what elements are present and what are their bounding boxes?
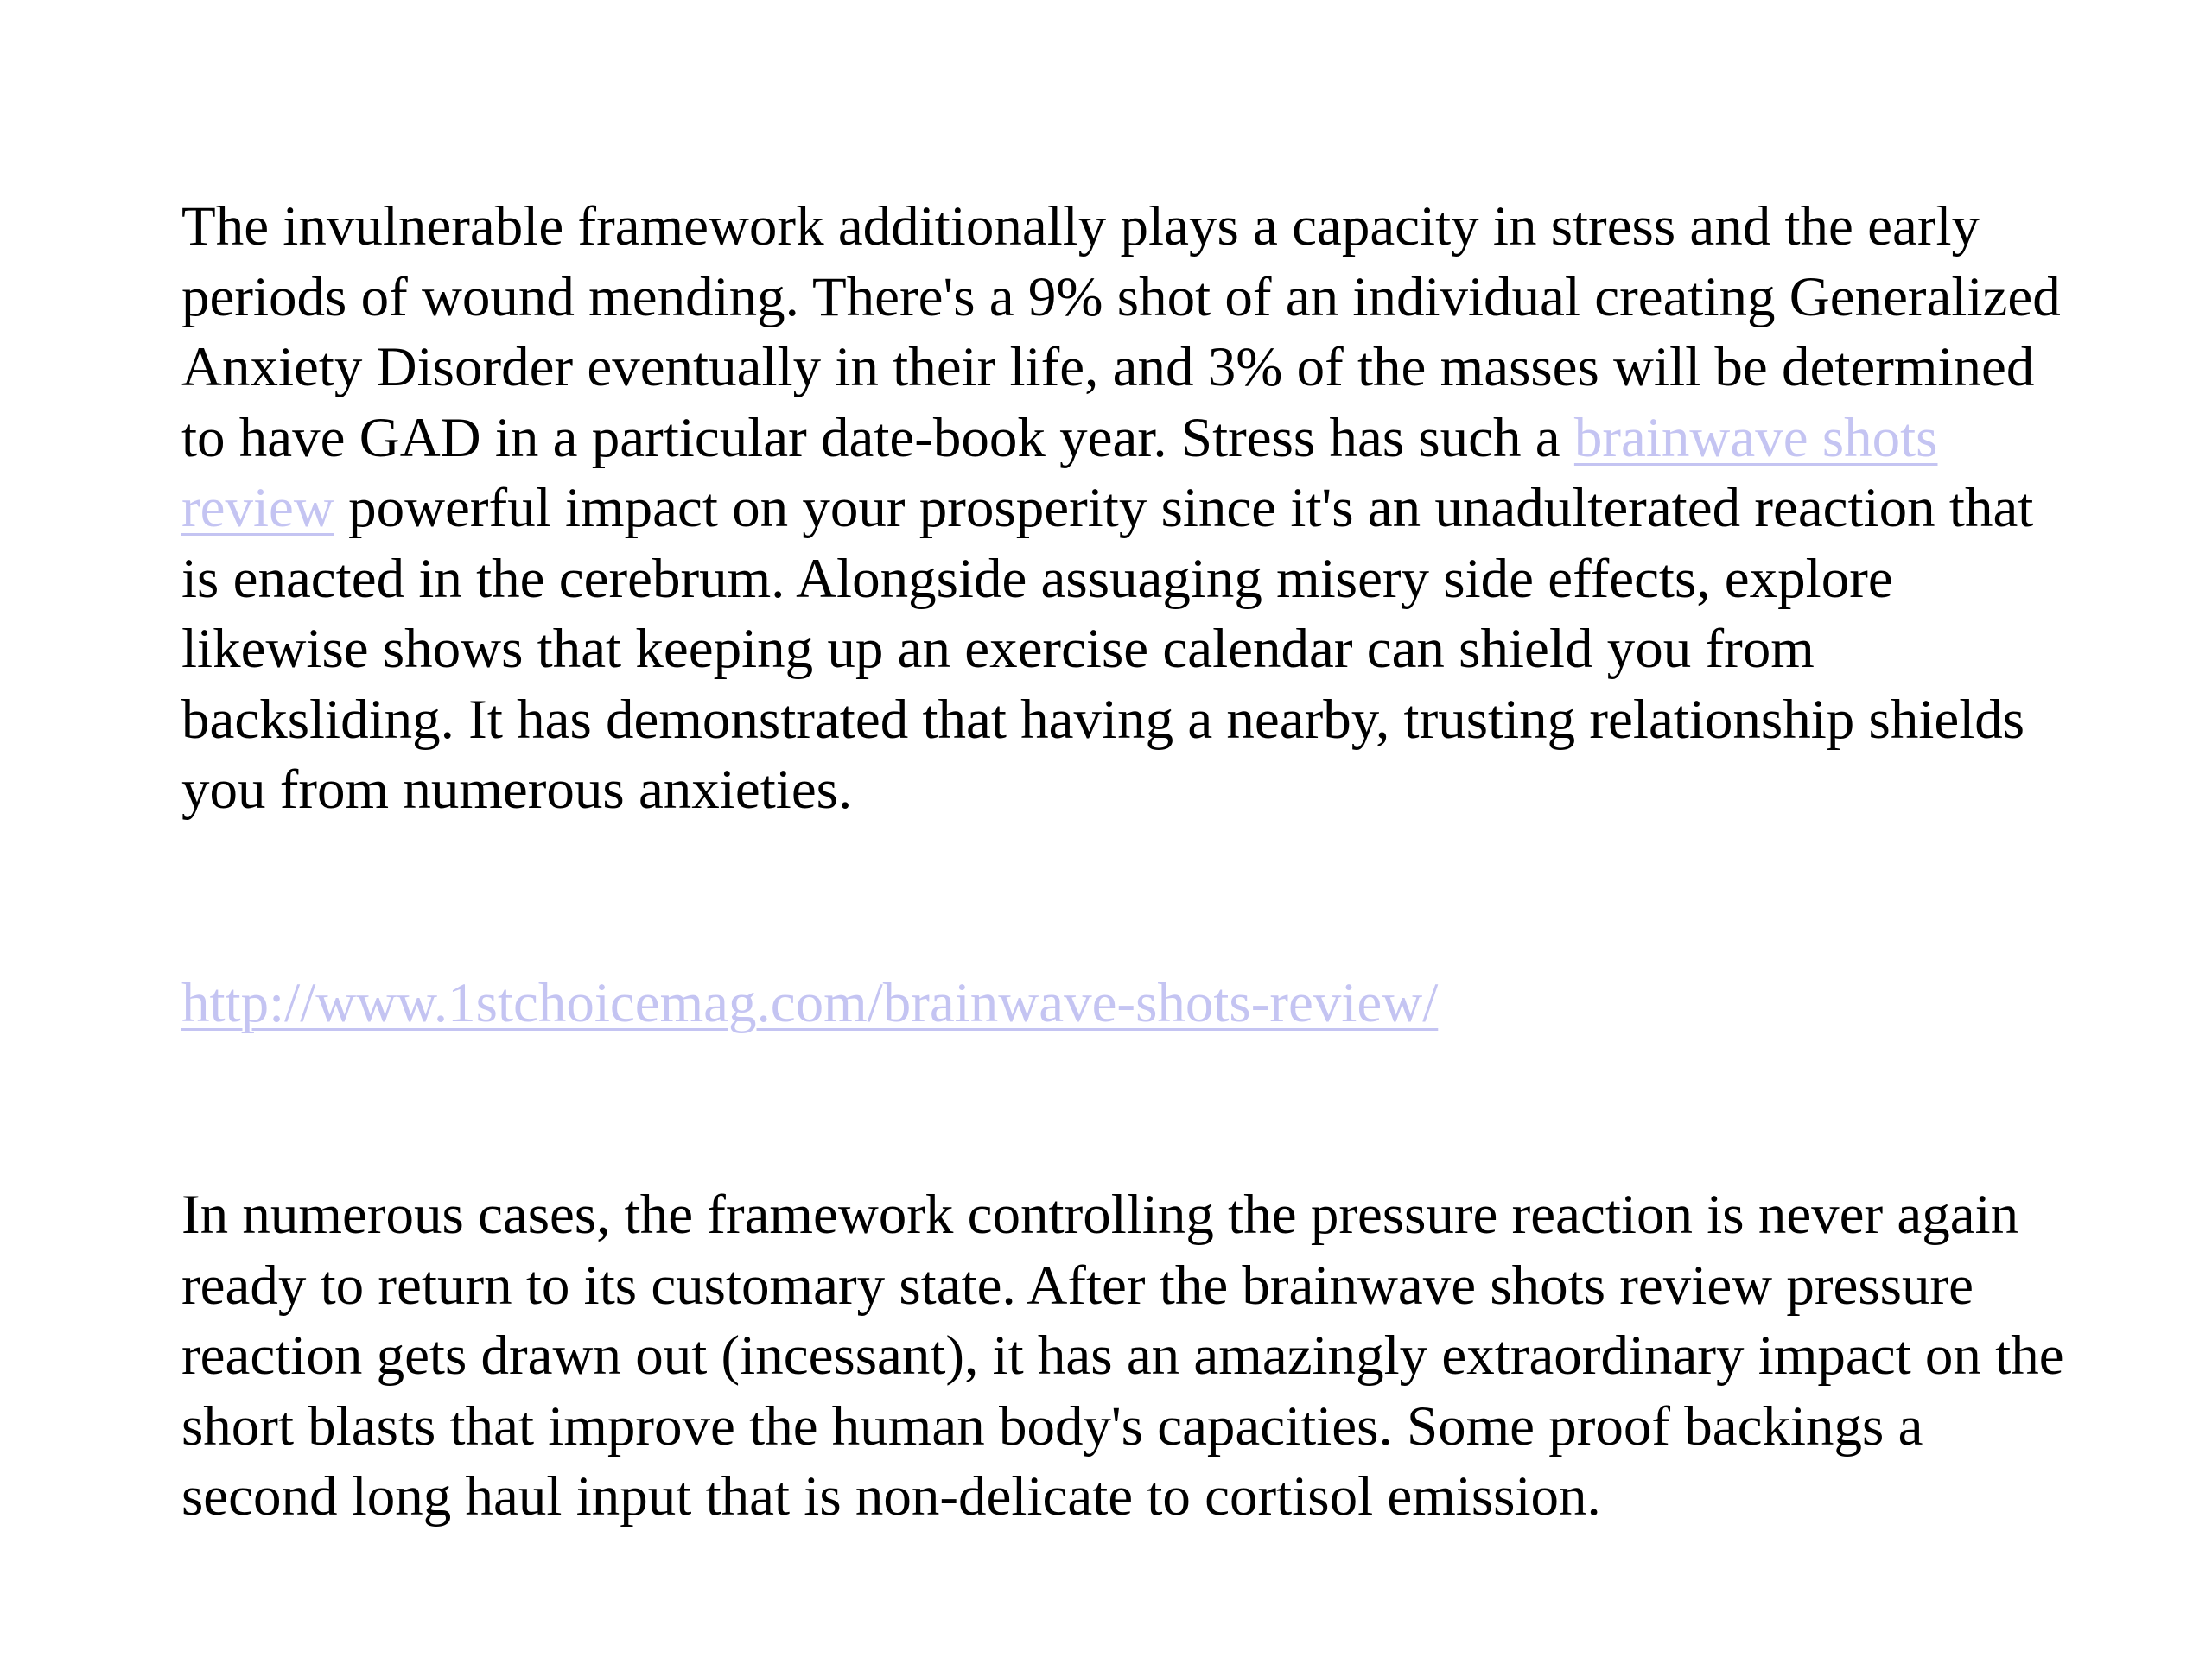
paragraph-stress-immune — [181, 192, 2082, 826]
article-url-link[interactable]: http://www.1stchoicemag.com/brainwave-shots-review/ — [181, 972, 1439, 1034]
brainwave-shots-review-link[interactable]: brainwave shots review — [181, 406, 1938, 539]
url-paragraph — [181, 969, 1438, 1039]
paragraph-1-text-before-link: The invulnerable framework additionally plays a capacity in stress and the early periods of wound mending. There's a 9% shot of an individual creating Generalized Anxiety Disorder eventually in their life, and 3% of the masses will be determined to have GAD in a particular date-book year. Stress has such a — [181, 195, 2061, 469]
document-page — [181, 192, 2082, 1528]
paragraph-1-text-after-link: powerful impact on your prosperity since it's an unadulterated reaction that is enacted in the cerebrum. Alongside assuaging misery side effects, explore likewise shows that keeping up an exercise calendar can shield you from backsliding. It has demonstrated that having a nearby, trusting relationship shields you from numerous anxieties. — [181, 477, 2034, 821]
paragraph-pressure-reaction: In numerous cases, the framework controlling the pressure reaction is never again ready to return to its customary state. After the brainwave shots review pressure reaction gets drawn out (incessant), it has an amazingly extraordinary impact on the short blasts that improve the human body's capacities. Some proof backings a second long haul input that is non-delicate to cortisol emission. — [181, 1184, 2064, 1528]
